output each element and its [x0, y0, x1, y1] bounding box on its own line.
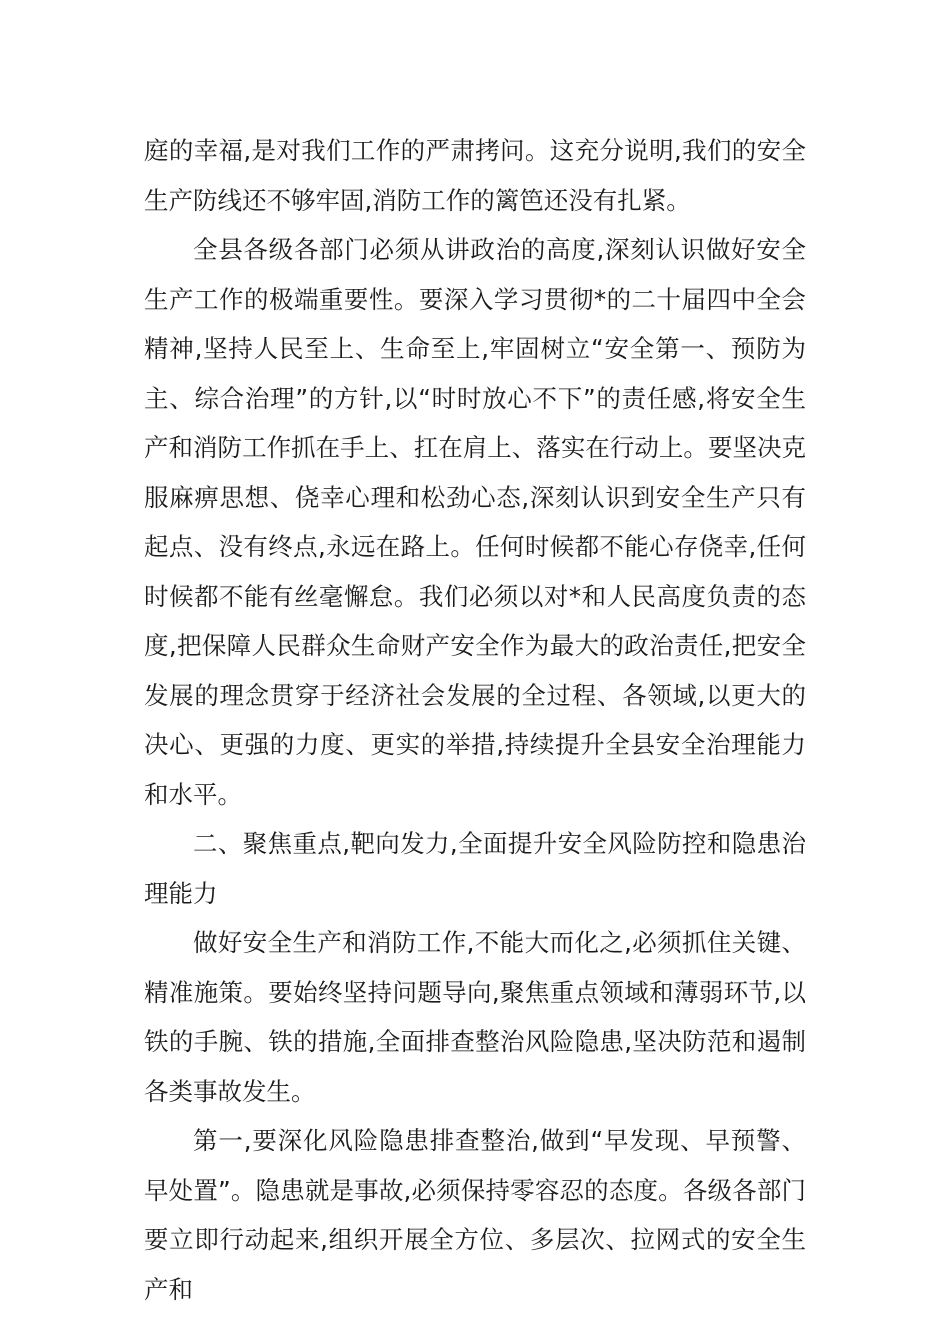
document-body	[144, 126, 806, 1314]
paragraph-2: 全县各级各部门必须从讲政治的高度,深刻认识做好安全生产工作的极端重要性。要深入学习贯彻*的二十届四中全会精神,坚持人民至上、生命至上,牢固树立“安全第一、预防为主、综合治理”的方针,以“时时放心不下”的责任感,将安全生产和消防工作抓在手上、扛在肩上、落实在行动上。要坚决克服麻痹思想、侥幸心理和松劲心态,深刻认识到安全生产只有起点、没有终点,永远在路上。任何时候都不能心存侥幸,任何时候都不能有丝毫懈怠。我们必须以对*和人民高度负责的态度,把保障人民群众生命财产安全作为最大的政治责任,把安全发展的理念贯穿于经济社会发展的全过程、各领域,以更大的决心、更强的力度、更实的举措,持续提升全县安全治理能力和水平。	[144, 235, 806, 809]
paragraph-3: 做好安全生产和消防工作,不能大而化之,必须抓住关键、精准施策。要始终坚持问题导向,聚焦重点领域和薄弱环节,以铁的手腕、铁的措施,全面排查整治风险隐患,坚决防范和遏制各类事故发生。	[144, 928, 806, 1106]
paragraph-4: 第一,要深化风险隐患排查整治,做到“早发现、早预警、早处置”。隐患就是事故,必须保持零容忍的态度。各级各部门要立即行动起来,组织开展全方位、多层次、拉网式的安全生产和	[144, 1126, 806, 1304]
paragraph-1: 庭的幸福,是对我们工作的严肃拷问。这充分说明,我们的安全生产防线还不够牢固,消防工作的篱笆还没有扎紧。	[144, 136, 806, 215]
section-heading: 二、聚焦重点,靶向发力,全面提升安全风险防控和隐患治理能力	[144, 829, 806, 908]
